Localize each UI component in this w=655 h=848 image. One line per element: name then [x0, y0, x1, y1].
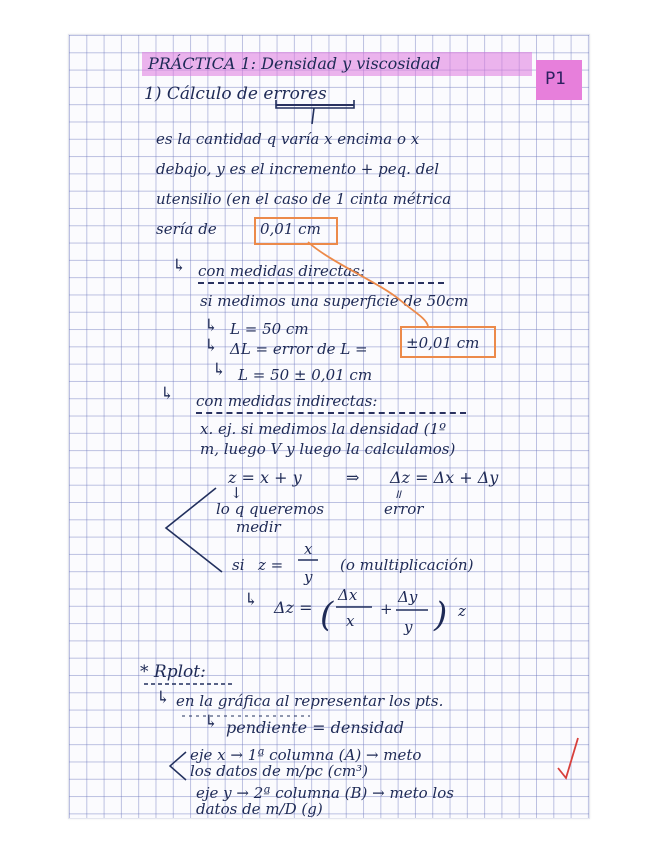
si-label: si [232, 556, 245, 574]
direct-result: L = 50 ± 0,01 cm [238, 366, 373, 384]
frac-numerator: x [304, 540, 313, 558]
delta-z-equals: Δz = [274, 598, 313, 617]
corner-arrow-icon: ↳ [172, 256, 187, 276]
z-factor: z [458, 602, 466, 620]
frac-denominator: y [304, 568, 313, 586]
errores-underline [276, 98, 354, 106]
error-note: error [384, 500, 424, 518]
corner-arrow-icon: ↳ [212, 360, 227, 380]
rplot-heading: * Rplot: [140, 662, 206, 682]
rplot-x-axis-2: los datos de m/pc (cm³) [190, 762, 369, 780]
def-line-1: es la cantidad q varía x encima o x [156, 130, 420, 148]
indirect-example-2: m, luego V y luego la calculamos) [200, 440, 456, 458]
implies-symbol: ⇒ [346, 468, 360, 487]
direct-example: si medimos una superficie de 50cm [200, 292, 469, 310]
multiplication-note: (o multiplicación) [340, 556, 474, 574]
def-line-4: sería de [156, 220, 217, 238]
rplot-line-1: en la gráfica al representar los pts. [176, 692, 444, 710]
page-title: PRÁCTICA 1: Densidad y viscosidad [148, 54, 441, 73]
equals-mark: ॥ [394, 487, 402, 501]
down-arrow-icon: ↓ [230, 484, 243, 502]
corner-arrow-icon: ↳ [156, 688, 171, 708]
indirect-heading: con medidas indirectas: [196, 392, 378, 410]
direct-delta-l: ΔL = error de L = [230, 340, 368, 358]
target-note-2: medir [236, 518, 281, 536]
rplot-y-axis-1: eje y → 2ª columna (B) → meto los [196, 784, 454, 802]
corner-arrow-icon: ↳ [160, 384, 175, 404]
page-tag: P1 [545, 69, 567, 89]
dx-numerator: Δx [338, 586, 358, 604]
corner-arrow-icon: ↳ [204, 336, 219, 356]
rplot-x-axis-1: eje x → 1ª columna (A) → meto [190, 746, 422, 764]
indirect-heading-underline [196, 406, 466, 414]
sum-equation: z = x + y [228, 468, 302, 487]
rplot-y-axis-2: datos de m/D (g) [196, 800, 323, 818]
direct-heading: con medidas directas: [198, 262, 365, 280]
right-paren: ) [434, 595, 448, 635]
corner-arrow-icon: ↳ [244, 590, 259, 610]
direct-heading-underline [198, 276, 444, 284]
boxed-value: 0,01 cm [260, 220, 321, 238]
plus-sign: + [380, 600, 393, 618]
rplot-line-2: pendiente = densidad [226, 718, 404, 737]
def-line-3: utensilio (en el caso de 1 cinta métrica [156, 190, 452, 208]
direct-l: L = 50 cm [230, 320, 309, 338]
section-heading: 1) Cálculo de errores [144, 84, 327, 104]
corner-arrow-icon: ↳ [204, 316, 219, 336]
boxed-error: ±0,01 cm [406, 334, 480, 352]
dy-numerator: Δy [398, 588, 418, 606]
indirect-example-1: x. ej. si medimos la densidad (1º [200, 420, 447, 438]
x-denominator: x [346, 612, 355, 630]
z-equals: z = [258, 556, 284, 574]
left-paren: ( [320, 595, 334, 635]
def-line-2: debajo, y es el incremento + peq. del [156, 160, 439, 178]
sum-error-equation: Δz = Δx + Δy [390, 468, 499, 487]
y-denominator: y [404, 618, 413, 636]
corner-arrow-icon: ↳ [204, 712, 219, 732]
target-note-1: lo q queremos [216, 500, 325, 518]
